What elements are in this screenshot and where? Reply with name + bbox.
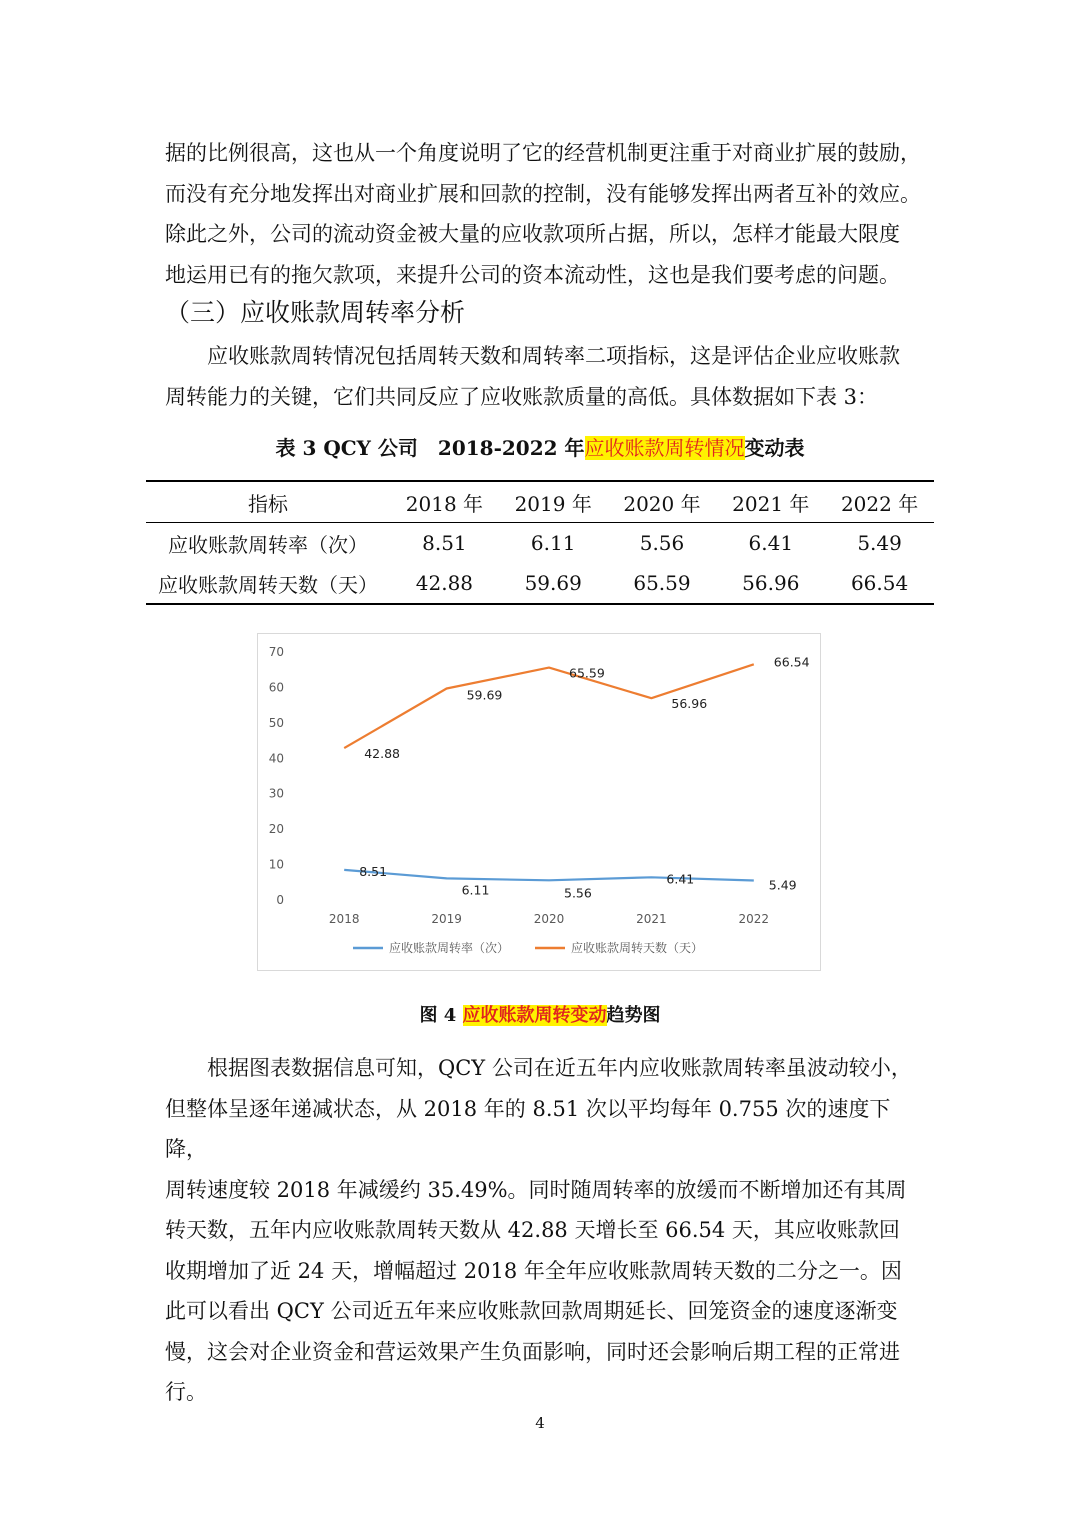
table-header-cell: 指标 (248, 491, 288, 516)
table-cell: 应收账款周转率（次） (168, 532, 368, 557)
text-line: 周转速度较 2018 年减缓约 35.49%。同时随周转率的放缓而不断增加还有其周 (165, 1177, 907, 1202)
paragraph-1 (165, 133, 925, 295)
chart-svg (258, 634, 820, 970)
y-tick-label: 0 (276, 893, 284, 907)
table-header-row (146, 481, 934, 523)
table-header-cell: 2018 年 (405, 491, 484, 516)
data-label: 59.69 (466, 687, 503, 703)
text-line: 转天数，五年内应收账款周转天数从 42.88 天增长至 66.54 天，其应收账款回 (165, 1218, 900, 1242)
text-line: 收期增加了近 24 天，增幅超过 2018 年全年应收账款周转天数的二分之一。因 (165, 1258, 902, 1283)
x-tick-label: 2022 (738, 912, 770, 926)
figure-caption-prefix: 图 4 (419, 1005, 463, 1026)
table-cell: 65.59 (633, 571, 691, 595)
data-label: 65.59 (569, 665, 605, 681)
table-cell: 6.11 (530, 531, 576, 555)
table-title-prefix: 表 3 QCY 公司 2018-2022 年 (275, 436, 585, 460)
y-tick-label: 10 (268, 857, 284, 872)
text-line: 但整体呈逐年递减状态，从 2018 年的 8.51 次以平均每年 0.755 次的速度下降， (165, 1096, 891, 1161)
table-title-suffix: 变动表 (744, 436, 805, 460)
paragraph-2 (165, 336, 925, 417)
table-header-cell: 2021 年 (732, 491, 810, 516)
text-line: 慢，这会对企业资金和营运效果产生负面影响，同时还会影响后期工程的正常进 (165, 1339, 900, 1364)
paragraph-3 (165, 1048, 925, 1413)
text-line: 除此之外，公司的流动资金被大量的应收款项所占据，所以，怎样才能最大限度 (165, 222, 900, 246)
x-tick-label: 2018 (328, 912, 360, 926)
table-cell: 42.88 (415, 571, 474, 595)
table-cell: 5.49 (857, 531, 902, 555)
section-heading: （三）应收账款周转率分析 (165, 298, 466, 327)
data-label: 6.11 (461, 882, 490, 898)
text-line: 据的比例很高，这也从一个角度说明了它的经营机制更注重于对商业扩展的鼓励， (165, 141, 921, 165)
text-line: 周转能力的关键，它们共同反应了应收账款质量的高低。具体数据如下表 3： (165, 384, 879, 409)
table-cell: 56.96 (742, 571, 800, 595)
figure-caption (0, 1000, 1080, 1032)
y-tick-label: 60 (268, 680, 284, 695)
figure-caption-suffix: 趋势图 (606, 1005, 661, 1026)
table-title (0, 432, 1080, 464)
table-title-highlight: 应收账款周转情况 (584, 436, 745, 460)
x-tick-label: 2020 (533, 912, 565, 926)
table-header-cell: 2022 年 (840, 491, 919, 516)
table-header-cell: 2019 年 (514, 491, 592, 516)
table-cell: 应收账款周转天数（天） (158, 572, 378, 597)
legend-label: 应收账款周转率（次） (389, 941, 510, 955)
y-tick-label: 50 (268, 715, 284, 730)
text-line: 而没有充分地发挥出对商业扩展和回款的控制，没有能够发挥出两者互补的效应。 (165, 181, 921, 206)
text-line: 地运用已有的拖欠款项，来提升公司的资本流动性，这也是我们要考虑的问题。 (165, 262, 900, 287)
data-label: 5.56 (564, 885, 592, 901)
text-line: 此可以看出 QCY 公司近五年来应收账款回款周期延长、回笼资金的速度逐渐变 (165, 1299, 898, 1323)
y-tick-label: 70 (268, 645, 284, 659)
y-tick-label: 40 (268, 751, 284, 766)
data-label: 42.88 (364, 746, 400, 762)
x-tick-label: 2021 (636, 912, 667, 926)
table-cell: 8.51 (422, 531, 467, 555)
table-header-cell: 2020 年 (623, 491, 701, 516)
y-tick-label: 30 (268, 786, 284, 801)
data-label: 8.51 (359, 863, 388, 879)
text-line: 行。 (165, 1380, 207, 1404)
x-tick-label: 2019 (431, 912, 462, 926)
table-cell: 59.69 (524, 571, 582, 595)
turnover-table (146, 480, 934, 605)
table-cell: 6.41 (748, 531, 794, 555)
text-line: 应收账款周转情况包括周转天数和周转率二项指标，这是评估企业应收账款 (207, 344, 900, 368)
table-cell: 66.54 (850, 571, 909, 595)
text-line: 根据图表数据信息可知，QCY 公司在近五年内应收账款周转率虽波动较小， (207, 1056, 912, 1080)
data-label: 56.96 (671, 696, 708, 712)
data-label: 66.54 (773, 654, 810, 670)
data-label: 6.41 (666, 871, 695, 887)
table-row (146, 563, 934, 604)
y-tick-label: 20 (268, 822, 284, 837)
data-label: 5.49 (768, 877, 797, 893)
table-cell: 5.56 (639, 531, 685, 555)
table-row (146, 523, 934, 564)
legend-label: 应收账款周转天数（天） (571, 941, 704, 955)
page-number: 4 (535, 1414, 545, 1432)
figure-caption-highlight: 应收账款周转变动 (462, 1005, 607, 1026)
turnover-chart (257, 633, 821, 971)
